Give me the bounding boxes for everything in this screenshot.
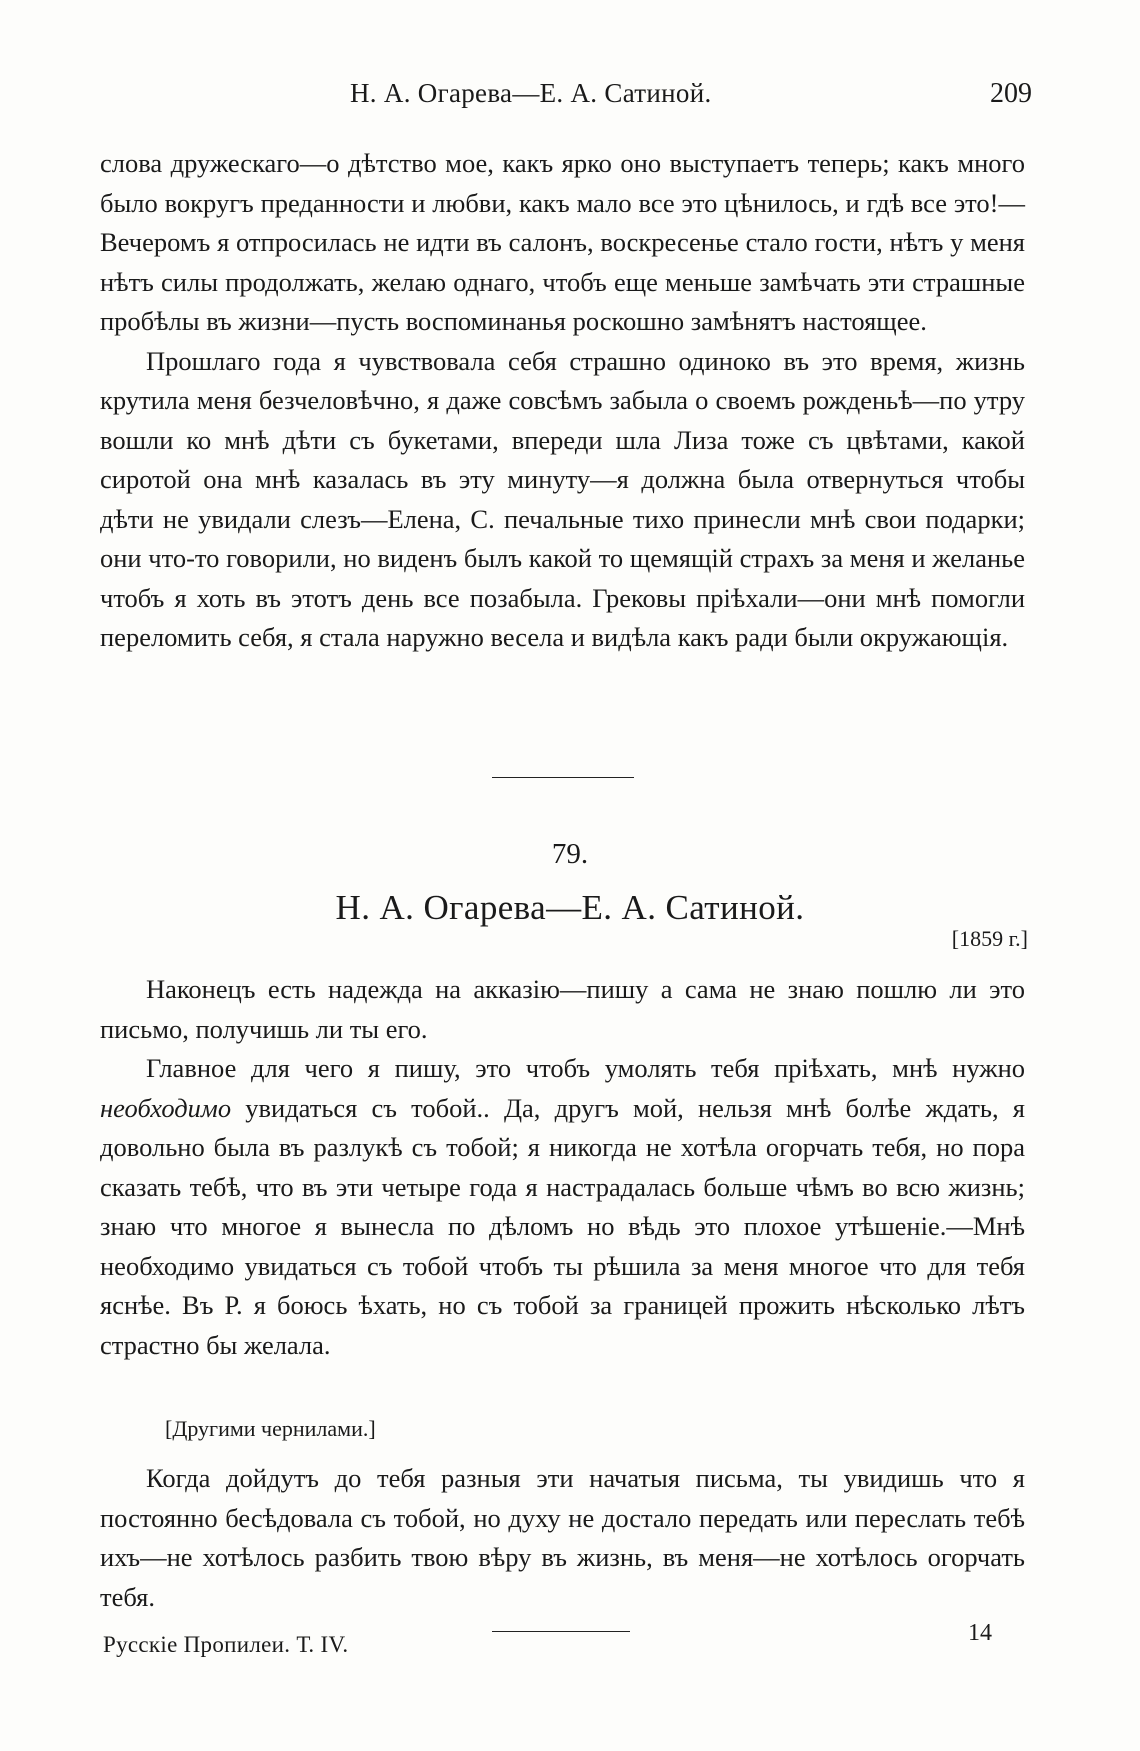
previous-letter-text: [100, 144, 1025, 658]
footnote-divider: [492, 1631, 630, 1632]
footer-source: Русскіе Пропилеи. Т. IV.: [103, 1632, 349, 1657]
editor-note: [Другими чернилами.]: [165, 1416, 376, 1441]
section-divider: [492, 777, 634, 778]
sheet-number: 14: [968, 1620, 992, 1646]
paragraph: Прошлаго года я чувствовала себя страшно одиноко въ это время, жизнь крутила меня безчеловѣчно, я даже совсѣмъ забыла о своемъ рожденьѣ—по утру вошли ко мнѣ дѣти съ букетами, впереди шла Лиза тоже съ цвѣтами, какой сиротой она мнѣ казалась въ эту минуту—я должна была отвернуться чтобы дѣти не увидали слезъ—Елена, С. печальные тихо принесли мнѣ свои подарки; они что-то говорили, но виденъ былъ какой то щемящій страхъ за меня и желанье чтобъ я хоть въ этотъ день все позабыла. Грековы пріѣхали—они мнѣ помогли переломить себя, я стала наружно весела и видѣла какъ ради были окружающія.: [100, 345, 1025, 652]
letter-text: [100, 970, 1025, 1365]
paragraph-text: увидаться съ тобой.. Да, другъ мой, нельзя мнѣ болѣе ждать, я довольно была въ разлукѣ съ тобой; я никогда не хотѣла огорчать тебя, но пора сказать тебѣ, что въ эти четыре года я настрадалась больше чѣмъ во всю жизнь; знаю что многое я вынесла по дѣломъ но вѣдь это плохое утѣшеніе.—Мнѣ необходимо увидаться съ тобой чтобъ ты рѣшила за меня многое что для тебя яснѣе. Въ Р. я боюсь ѣхать, но съ тобой за границей прожить нѣсколько лѣтъ страстно бы желала.: [100, 1092, 1025, 1360]
running-head: Н. А. Огарева—Е. А. Сатиной.: [350, 78, 712, 108]
emphasized-word: необходимо: [100, 1092, 232, 1123]
paragraph: слова дружескаго—о дѣтство мое, какъ ярко оно выступаетъ теперь; какъ много было вокругъ преданности и любви, какъ мало все это цѣнилось, и гдѣ все это!—Вечеромъ я отпросилась не идти въ салонъ, воскресенье стало гости, нѣтъ у меня нѣтъ силы продолжать, желаю однаго, чтобъ еще меньше замѣчать эти страшные пробѣлы въ жизни—пусть воспоминанья роскошно замѣнятъ настоящее.: [100, 148, 1025, 336]
paragraph: Наконецъ есть надежда на акказію—пишу а сама не знаю пошлю ли это письмо, получишь ли ты его.: [100, 974, 1025, 1044]
letter-postscript: [100, 1459, 1025, 1617]
paragraph: [100, 1049, 1025, 1365]
letter-number: 79.: [551, 838, 589, 870]
letter-heading: Н. А. Огарева—Е. А. Сатиной.: [335, 888, 805, 927]
paragraph: Когда дойдутъ до тебя разныя эти начатыя письма, ты увидишь что я постоянно бесѣдовала съ тобой, но духу не достало передать или переслать тебѣ ихъ—не хотѣлось разбить твою вѣру въ жизнь, въ меня—не хотѣлось огорчать тебя.: [100, 1463, 1025, 1612]
page-number: 209: [990, 78, 1032, 109]
letter-date: [1859 г.]: [951, 926, 1028, 951]
paragraph-text: Главное для чего я пишу, это чтобъ умолять тебя пріѣхать, мнѣ нужно: [146, 1053, 1025, 1083]
